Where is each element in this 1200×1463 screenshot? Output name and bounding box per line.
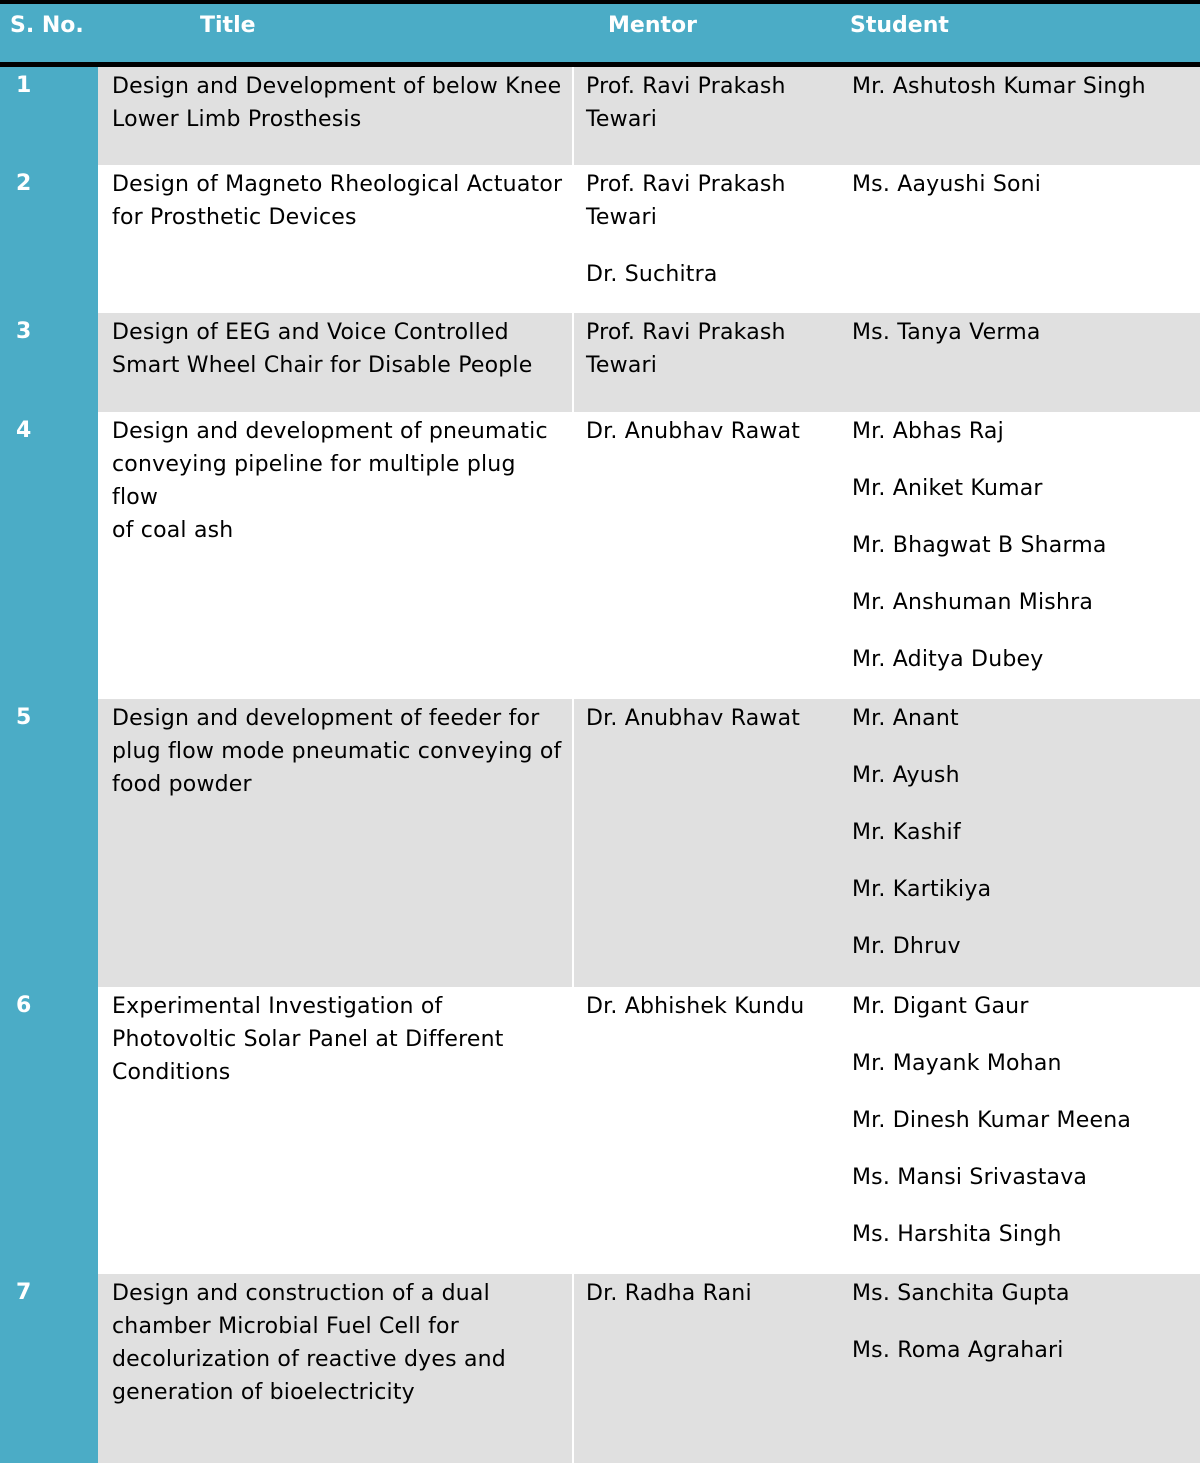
- student-name: Mr. Anshuman Mishra: [852, 590, 1094, 615]
- row-number: 7: [16, 1280, 32, 1305]
- mentor-name: [586, 258, 836, 291]
- table-body: [0, 67, 1200, 1463]
- mentor-name: [586, 702, 836, 735]
- title-cell: [112, 702, 567, 801]
- table-row: [0, 412, 1200, 699]
- student-name: Mr. Digant Gaur: [852, 994, 1029, 1019]
- title-line: generation of bioelectricity: [112, 1380, 415, 1405]
- mentor-name: [586, 316, 836, 382]
- table-row: [0, 313, 1200, 412]
- row-number: 3: [16, 319, 32, 344]
- title-line: Experimental Investigation of: [112, 994, 443, 1019]
- title-cell: [112, 70, 567, 136]
- title-line: Lower Limb Prosthesis: [112, 107, 362, 132]
- mentor-line: Dr. Radha Rani: [586, 1281, 752, 1306]
- table-row: [0, 1274, 1200, 1463]
- column-separator: [572, 165, 574, 313]
- student-name: Mr. Dinesh Kumar Meena: [852, 1108, 1132, 1133]
- mentor-cell: [586, 702, 836, 735]
- title-line: Design of EEG and Voice Controlled: [112, 320, 509, 345]
- mentor-line: Dr. Suchitra: [586, 262, 718, 287]
- column-separator: [572, 313, 574, 412]
- mentor-name: [586, 990, 836, 1023]
- student-name: Ms. Harshita Singh: [852, 1222, 1062, 1247]
- student-name: Mr. Mayank Mohan: [852, 1051, 1062, 1076]
- title-cell: [112, 1277, 567, 1409]
- column-separator: [572, 987, 574, 1274]
- header-title: Title: [200, 13, 256, 38]
- row-number: 1: [16, 73, 32, 98]
- table-row: [0, 699, 1200, 987]
- title-cell: [112, 990, 567, 1089]
- title-line: decolurization of reactive dyes and: [112, 1347, 506, 1372]
- row-number: 5: [16, 705, 32, 730]
- student-name: Mr. Ayush: [852, 763, 960, 788]
- header-mentor: Mentor: [608, 13, 697, 38]
- mentor-cell: [586, 990, 836, 1023]
- title-cell: [112, 316, 567, 382]
- mentor-cell: [586, 168, 836, 291]
- title-line: of coal ash: [112, 518, 234, 543]
- student-name: Mr. Aditya Dubey: [852, 647, 1044, 672]
- student-name: Mr. Abhas Raj: [852, 419, 1004, 444]
- title-line: Smart Wheel Chair for Disable People: [112, 353, 533, 378]
- student-cell: [852, 168, 1192, 201]
- student-cell: [852, 1277, 1192, 1367]
- row-number: 4: [16, 418, 32, 443]
- title-line: Conditions: [112, 1060, 231, 1085]
- title-line: food powder: [112, 772, 252, 797]
- student-name: Mr. Anant: [852, 706, 959, 731]
- title-line: plug flow mode pneumatic conveying of: [112, 739, 562, 764]
- student-cell: [852, 316, 1192, 349]
- header-student: Student: [850, 13, 949, 38]
- student-name: Ms. Sanchita Gupta: [852, 1281, 1070, 1306]
- row-number: 2: [16, 171, 32, 196]
- student-cell: [852, 702, 1192, 963]
- student-name: Ms. Tanya Verma: [852, 320, 1041, 345]
- mentor-line: Prof. Ravi Prakash: [586, 172, 786, 197]
- student-name: Ms. Aayushi Soni: [852, 172, 1042, 197]
- mentor-line: Dr. Anubhav Rawat: [586, 419, 801, 444]
- mentor-line: Tewari: [586, 353, 658, 378]
- student-name: Mr. Bhagwat B Sharma: [852, 533, 1107, 558]
- student-cell: [852, 990, 1192, 1251]
- table-row: [0, 987, 1200, 1274]
- title-line: Design and construction of a dual: [112, 1281, 490, 1306]
- student-cell: [852, 415, 1192, 676]
- student-name: Mr. Kartikiya: [852, 877, 992, 902]
- column-separator: [572, 67, 574, 165]
- title-line: Design and development of feeder for: [112, 706, 540, 731]
- title-cell: [112, 415, 567, 547]
- column-separator: [572, 699, 574, 987]
- sno-column: [0, 67, 98, 1463]
- mentor-line: Prof. Ravi Prakash: [586, 320, 786, 345]
- table-row: [0, 67, 1200, 165]
- column-separator: [572, 412, 574, 699]
- mentor-cell: [586, 316, 836, 382]
- table-row: [0, 165, 1200, 313]
- mentor-name: [586, 415, 836, 448]
- mentor-line: Prof. Ravi Prakash: [586, 74, 786, 99]
- mentor-line: Dr. Abhishek Kundu: [586, 994, 805, 1019]
- title-line: conveying pipeline for multiple plug flow: [112, 452, 516, 510]
- mentor-name: [586, 1277, 836, 1310]
- student-name: Mr. Ashutosh Kumar Singh: [852, 74, 1146, 99]
- row-number: 6: [16, 993, 32, 1018]
- title-line: Photovoltic Solar Panel at Different: [112, 1027, 504, 1052]
- student-name: Mr. Kashif: [852, 820, 961, 845]
- student-name: Mr. Dhruv: [852, 934, 961, 959]
- title-line: Design and development of pneumatic: [112, 419, 548, 444]
- header-sno: S. No.: [10, 13, 84, 38]
- mentor-name: [586, 168, 836, 234]
- mentor-cell: [586, 70, 836, 136]
- mentor-name: [586, 70, 836, 136]
- mentor-cell: [586, 415, 836, 448]
- table-header: [0, 4, 1200, 62]
- title-cell: [112, 168, 567, 234]
- title-line: chamber Microbial Fuel Cell for: [112, 1314, 459, 1339]
- student-name: Ms. Mansi Srivastava: [852, 1165, 1088, 1190]
- mentor-cell: [586, 1277, 836, 1310]
- column-separator: [572, 1274, 574, 1463]
- student-cell: [852, 70, 1192, 103]
- title-line: Design and Development of below Knee: [112, 74, 562, 99]
- title-line: Design of Magneto Rheological Actuator: [112, 172, 563, 197]
- mentor-line: Tewari: [586, 107, 658, 132]
- student-name: Ms. Roma Agrahari: [852, 1338, 1064, 1363]
- student-name: Mr. Aniket Kumar: [852, 476, 1043, 501]
- mentor-line: Tewari: [586, 205, 658, 230]
- mentor-line: Dr. Anubhav Rawat: [586, 706, 801, 731]
- title-line: for Prosthetic Devices: [112, 205, 357, 230]
